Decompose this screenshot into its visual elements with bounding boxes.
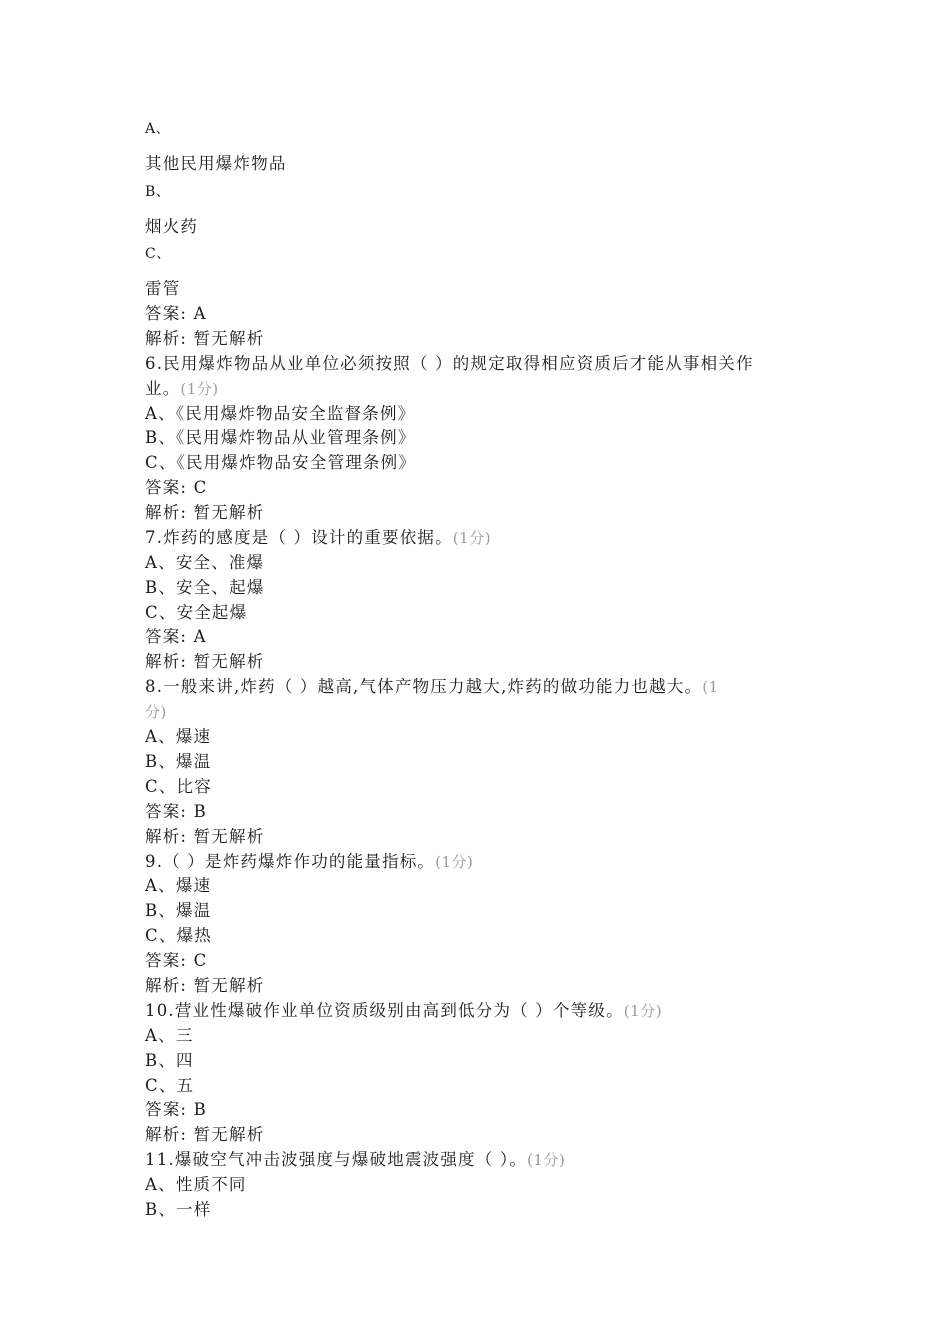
- q8-analysis: 解析: 暂无解析: [145, 827, 265, 846]
- q7-option-c: C、安全起爆: [145, 603, 248, 622]
- q8-option-a: A、爆速: [145, 727, 212, 746]
- q5-option-a-text: 其他民用爆炸物品: [145, 154, 287, 173]
- q10-option-c: C、五: [145, 1076, 195, 1095]
- q11-option-a: A、性质不同: [145, 1175, 247, 1194]
- q8-stem-line2: [145, 701, 167, 723]
- q11-stem: 11.爆破空气冲击波强度与爆破地震波强度（ ）。: [145, 1150, 528, 1169]
- q6-stem-line1: 6.民用爆炸物品从业单位必须按照（ ）的规定取得相应资质后才能从事相关作: [145, 354, 754, 373]
- q9-stem: 9.（ ）是炸药爆炸作功的能量指标。: [145, 852, 436, 871]
- q9-option-a: A、爆速: [145, 876, 212, 895]
- q10-option-a: A、三: [145, 1026, 194, 1045]
- q5-answer: 答案: A: [145, 304, 207, 323]
- q8-stem: 8.一般来讲,炸药（ ）越高,气体产物压力越大,炸药的做功能力也越大。: [145, 677, 703, 696]
- q10-score: (1分): [623, 1002, 663, 1020]
- q10-answer: 答案: B: [145, 1100, 207, 1119]
- q6-stem-line2: [145, 378, 219, 400]
- q8-option-c: C、比容: [145, 777, 212, 796]
- q8-score-part2: 分): [145, 703, 167, 721]
- q9-score: (1分): [435, 853, 474, 871]
- q7-score: (1分): [452, 529, 492, 547]
- q5-option-b-label: B、: [145, 184, 171, 200]
- q7-option-a: A、安全、准爆: [145, 553, 265, 572]
- q6-score: (1分): [180, 380, 219, 398]
- q9-stem-line: [145, 851, 473, 873]
- q9-answer: 答案: C: [145, 951, 208, 970]
- q10-analysis: 解析: 暂无解析: [145, 1125, 265, 1144]
- q5-option-c-label: C、: [145, 246, 171, 262]
- q9-option-b: B、爆温: [145, 901, 212, 920]
- q7-analysis: 解析: 暂无解析: [145, 652, 265, 671]
- q9-analysis: 解析: 暂无解析: [145, 976, 265, 995]
- q7-stem: 7.炸药的感度是（ ）设计的重要依据。: [145, 528, 453, 547]
- q5-option-a-label: A、: [145, 121, 171, 137]
- q7-option-b: B、安全、起爆: [145, 578, 265, 597]
- q11-option-b: B、一样: [145, 1200, 212, 1219]
- q6-analysis: 解析: 暂无解析: [145, 503, 265, 522]
- q5-option-b-text: 烟火药: [145, 217, 199, 236]
- q7-stem-line: [145, 527, 491, 549]
- q10-option-b: B、四: [145, 1051, 194, 1070]
- q11-stem-line: [145, 1149, 565, 1171]
- q9-option-c: C、爆热: [145, 926, 212, 945]
- q8-stem-line1: [145, 676, 719, 698]
- q6-option-b: B、《民用爆炸物品从业管理条例》: [145, 428, 416, 447]
- q11-score: (1分): [527, 1151, 566, 1169]
- q10-stem: 10.营业性爆破作业单位资质级别由高到低分为（ ）个等级。: [145, 1001, 624, 1020]
- q5-option-c-text: 雷管: [145, 279, 181, 298]
- q6-stem-line2-text: 业。: [145, 379, 181, 398]
- q6-option-a: A、《民用爆炸物品安全监督条例》: [145, 404, 416, 423]
- q8-option-b: B、爆温: [145, 752, 212, 771]
- q5-analysis: 解析: 暂无解析: [145, 329, 265, 348]
- q8-score-part1: (1: [702, 678, 719, 696]
- q8-answer: 答案: B: [145, 802, 207, 821]
- q6-answer: 答案: C: [145, 478, 208, 497]
- q10-stem-line: [145, 1000, 662, 1022]
- q6-option-c: C、《民用爆炸物品安全管理条例》: [145, 453, 417, 472]
- q7-answer: 答案: A: [145, 627, 207, 646]
